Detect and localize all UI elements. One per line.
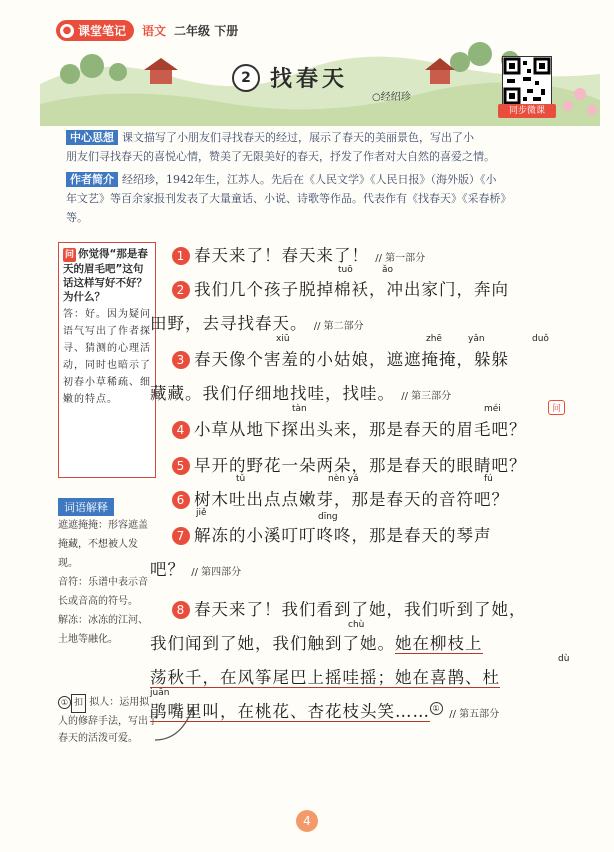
side-question-text: 你觉得“那是春天的眉毛吧”这句话这样写好不好？为什么？ — [63, 248, 148, 303]
paragraph-8-line-2 — [150, 630, 483, 654]
paragraph-text: 我们几个孩子脱掉棉袄，冲出家门，奔向 — [194, 280, 509, 299]
center-thought-tag: 中心思想 — [66, 130, 118, 145]
question-icon: 问 — [65, 250, 75, 260]
paragraph-number: 6 — [172, 491, 190, 509]
pinyin: dù — [558, 654, 570, 664]
section-marker: // 第二部分 — [313, 321, 364, 332]
paragraph-8 — [172, 596, 527, 620]
center-thought-section — [66, 128, 578, 166]
pinyin: xiū — [276, 334, 290, 344]
subject-label: 语文 — [142, 24, 167, 38]
paragraph-8-line-4 — [150, 698, 499, 722]
question-badge: 问 — [548, 400, 565, 415]
pinyin: fú — [484, 474, 493, 484]
vocab-tag: 词语解释 — [58, 498, 114, 516]
paragraph-text: 我们闻到了她，我们触到了她。 — [150, 634, 395, 653]
paragraph-number: 4 — [172, 421, 190, 439]
section-marker: // 第一部分 — [375, 253, 426, 264]
lesson-title — [232, 62, 348, 93]
pinyin: yǎn — [468, 334, 485, 344]
section-marker: // 第四部分 — [191, 567, 242, 578]
side-answer: 答：好。因为疑问语气写出了作者探寻、猜测的心理活动，同时也暗示了初春小草稀疏、细嫩的特点。 — [63, 309, 151, 405]
qr-label: 同步微课 — [498, 104, 556, 118]
pinyin: tǔ — [236, 474, 246, 484]
pinyin: nèn yá — [328, 474, 359, 484]
underlined-text: 她在柳枝上 — [395, 634, 483, 653]
lesson-number: 2 — [232, 64, 260, 92]
paragraph-text: 树木吐出点点嫩芽，那是春天的音符吧？ — [194, 490, 509, 509]
paragraph-text: 春天像个害羞的小姑娘，遮遮掩掩，躲躲 — [194, 350, 509, 369]
paragraph-6 — [172, 486, 509, 510]
qr-code-icon[interactable] — [502, 56, 552, 106]
paragraph-text: 小草从地下探出头来，那是春天的眉毛吧？ — [194, 420, 527, 439]
pinyin: chù — [348, 620, 365, 630]
paragraph-5 — [172, 452, 527, 476]
side-question-box — [58, 242, 156, 478]
paragraph-text: 早开的野花一朵两朵，那是春天的眼睛吧？ — [194, 456, 527, 475]
paragraph-text: 解冻的小溪叮叮咚咚，那是春天的琴声 — [194, 526, 492, 545]
pinyin: tuō — [338, 265, 353, 275]
pinyin: dīng — [318, 512, 338, 522]
pinyin: duǒ — [532, 334, 549, 344]
pinyin: zhē — [426, 334, 442, 344]
paragraph-1 — [172, 242, 425, 266]
vocab-list — [58, 516, 156, 649]
underlined-text: 荡秋千，在风筝尾巴上摇哇摇；她在喜鹊、杜 — [150, 668, 500, 687]
lesson-author: ○经绍珍 — [372, 92, 411, 103]
pinyin: tàn — [292, 404, 307, 414]
pinyin: ǎo — [382, 265, 394, 275]
pinyin: méi — [484, 404, 501, 414]
paragraph-8-line-3 — [150, 664, 500, 688]
author-intro-text-1: 经绍珍，1942年生，江苏人。先后在《人民文学》《人民日报》（海外版）《小 — [122, 173, 497, 186]
vocab-item: 遮遮掩掩：形容遮盖掩藏，不想被人发现。 — [58, 520, 148, 569]
center-thought-text-2: 朋友们寻找春天的喜悦心情，赞美了无限美好的春天，抒发了作者对大自然的喜爱之情。 — [66, 150, 495, 163]
note-ref: ① — [430, 702, 443, 715]
pinyin: jiě — [196, 508, 207, 518]
paragraph-2-cont — [150, 310, 364, 334]
paragraph-text: 藏藏。我们仔细地找哇，找哇。 — [150, 384, 395, 403]
paragraph-text: 春天来了！春天来了！ — [194, 246, 369, 265]
paragraph-text: 春天来了！我们看到了她，我们听到了她， — [194, 600, 527, 619]
paragraph-number: 2 — [172, 281, 190, 299]
vocab-item: 音符：乐谱中表示音长或音高的符号。 — [58, 577, 148, 607]
paragraph-text: 田野，去寻找春天。 — [150, 314, 308, 333]
lesson-name: 找春天 — [270, 67, 349, 92]
paragraph-4 — [172, 416, 527, 440]
grade-label: 二年级 下册 — [174, 24, 239, 38]
page-number: 4 — [296, 810, 318, 832]
note-number: ① — [58, 696, 71, 709]
brand-badge — [56, 20, 134, 41]
paragraph-7 — [172, 522, 492, 546]
author-intro-section — [66, 170, 578, 227]
note-label: 扣 — [71, 694, 86, 713]
pinyin: juān — [150, 688, 170, 698]
paragraph-3-cont — [150, 380, 451, 404]
paragraph-7-cont — [150, 556, 241, 580]
brand-logo-icon: ● — [60, 24, 74, 38]
center-thought-text-1: 课文描写了小朋友们寻找春天的经过，展示了春天的美丽景色，写出了小 — [122, 131, 474, 144]
annotation-note — [58, 694, 158, 747]
paragraph-number: 1 — [172, 247, 190, 265]
brand-label: 课堂笔记 — [78, 24, 127, 38]
underlined-text: 鹃嘴里叫，在桃花、杏花枝头笑…… — [150, 702, 430, 721]
paragraph-number: 3 — [172, 351, 190, 369]
author-intro-text-3: 等。 — [66, 211, 88, 224]
paragraph-2 — [172, 276, 509, 300]
book-header — [56, 20, 238, 41]
vocab-item: 解冻：冰冻的江河、土地等融化。 — [58, 615, 148, 645]
note-text: 拟人：运用拟人的修辞手法，写出了春天的活泼可爱。 — [58, 697, 158, 744]
paragraph-3 — [172, 346, 509, 370]
side-question — [59, 243, 155, 306]
section-marker: // 第三部分 — [401, 391, 452, 402]
paragraph-number: 7 — [172, 527, 190, 545]
section-marker: // 第五部分 — [449, 709, 500, 720]
paragraph-text: 吧？ — [150, 560, 185, 579]
author-intro-tag: 作者简介 — [66, 172, 118, 187]
paragraph-number: 5 — [172, 457, 190, 475]
author-intro-text-2: 年文艺》等百余家报刊发表了大量童话、小说、诗歌等作品。代表作有《找春天》《采春桥》 — [66, 192, 512, 205]
paragraph-number: 8 — [172, 601, 190, 619]
